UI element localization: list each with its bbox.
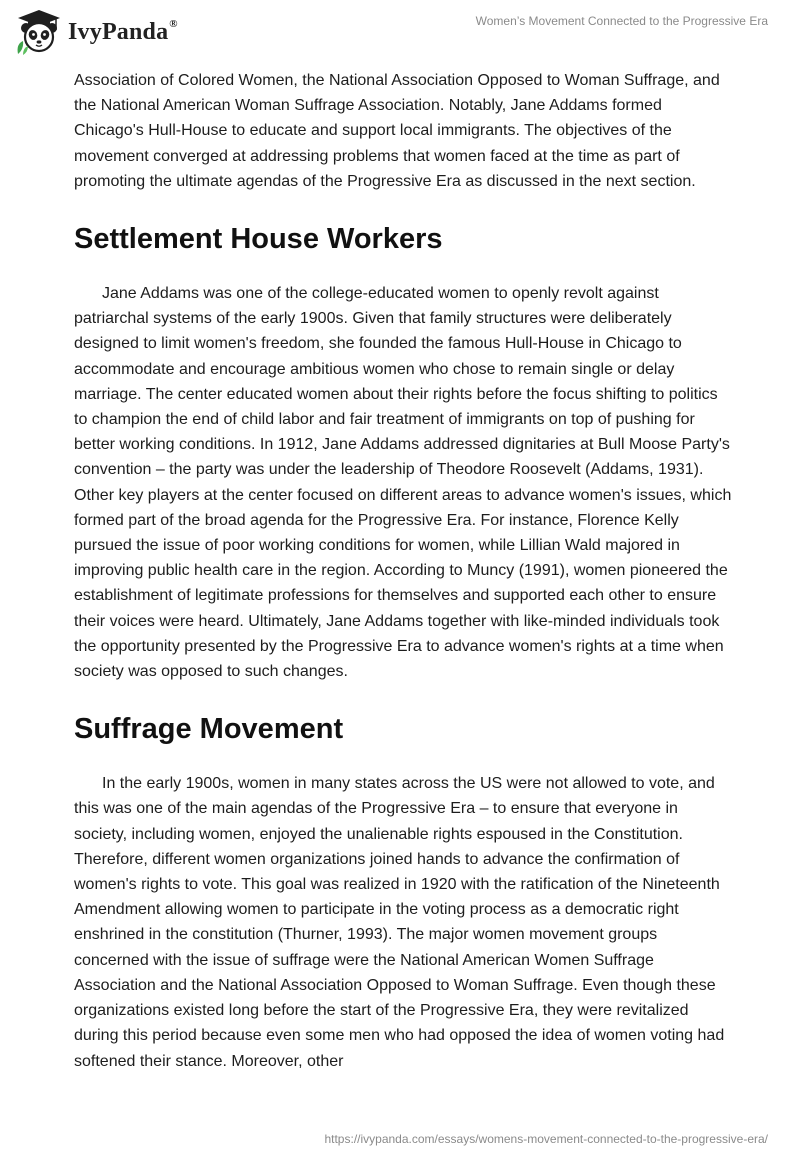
section-heading-suffrage-movement: Suffrage Movement xyxy=(74,713,344,746)
essay-content xyxy=(74,68,734,1074)
footer-source-url[interactable]: https://ivypanda.com/essays/womens-movement-connected-to-the-progressive-era/ xyxy=(324,1132,768,1146)
page-header xyxy=(0,0,800,60)
intro-paragraph: Association of Colored Women, the National Association Opposed to Woman Suffrage, and the National American Woman Suffrage Association. Notably, Jane Addams formed Chicago's Hull-House to educate and support local immigrants. The objectives of the movement converged at addressing problems that women faced at the time as part of promoting the ultimate agendas of the Progressive Era as discussed in the next section. xyxy=(74,72,720,190)
document-title: Women’s Movement Connected to the Progressive Era xyxy=(475,14,768,28)
settlement-house-paragraph: Jane Addams was one of the college-educated women to openly revolt against patriarchal systems of the early 1900s. Given that family structures were deliberately designed to limit women's freedom, she founded the famous Hull-House in Chicago to accommodate and encourage ambitious women who chose to remain single or delay marriage. The center educated women about their rights before the focus shifting to politics to champion the end of child labor and fair treatment of immigrants on top of pushing for better working conditions. In 1912, Jane Addams addressed dignitaries at Bull Moose Party's convention – the party was under the leadership of Theodore Roosevelt (Addams, 1931). Other key players at the center focused on different areas to advance women's issues, which formed part of the broad agenda for the Progressive Era. For instance, Florence Kelly pursued the issue of poor working conditions for women, while Lillian Wald majored in improving public health care in the region. According to Muncy (1991), women pioneered the establishment of legitimate professions for themselves and supported each other to ensure their voices were heard. Ultimately, Jane Addams together with like-minded individuals took the opportunity presented by the Progressive Era to advance women's rights at a time when society was opposed to such changes. xyxy=(74,285,732,681)
ivypanda-logo[interactable] xyxy=(14,8,178,56)
panda-logo-icon xyxy=(14,8,64,56)
suffrage-movement-paragraph: In the early 1900s, women in many states across the US were not allowed to vote, and this was one of the main agendas of the Progressive Era – to ensure that everyone in society, including women, enjoyed the unalienable rights espoused in the Constitution. Therefore, different women organizations joined hands to advance the confirmation of women's rights to vote. This goal was realized in 1920 with the ratification of the Nineteenth Amendment allowing women to participate in the voting process as a democratic right enshrined in the constitution (Thurner, 1993). The major women movement groups concerned with the issue of suffrage were the National American Women Suffrage Association and the National Association Opposed to Woman Suffrage. Even though these organizations existed long before the start of the Progressive Era, they were revitalized during this period because even some men who had opposed the idea of women voting had softened their stance. Moreover, other xyxy=(74,775,725,1070)
section-heading-settlement-house-workers: Settlement House Workers xyxy=(74,223,443,256)
logo-text: IvyPanda® xyxy=(68,18,178,45)
